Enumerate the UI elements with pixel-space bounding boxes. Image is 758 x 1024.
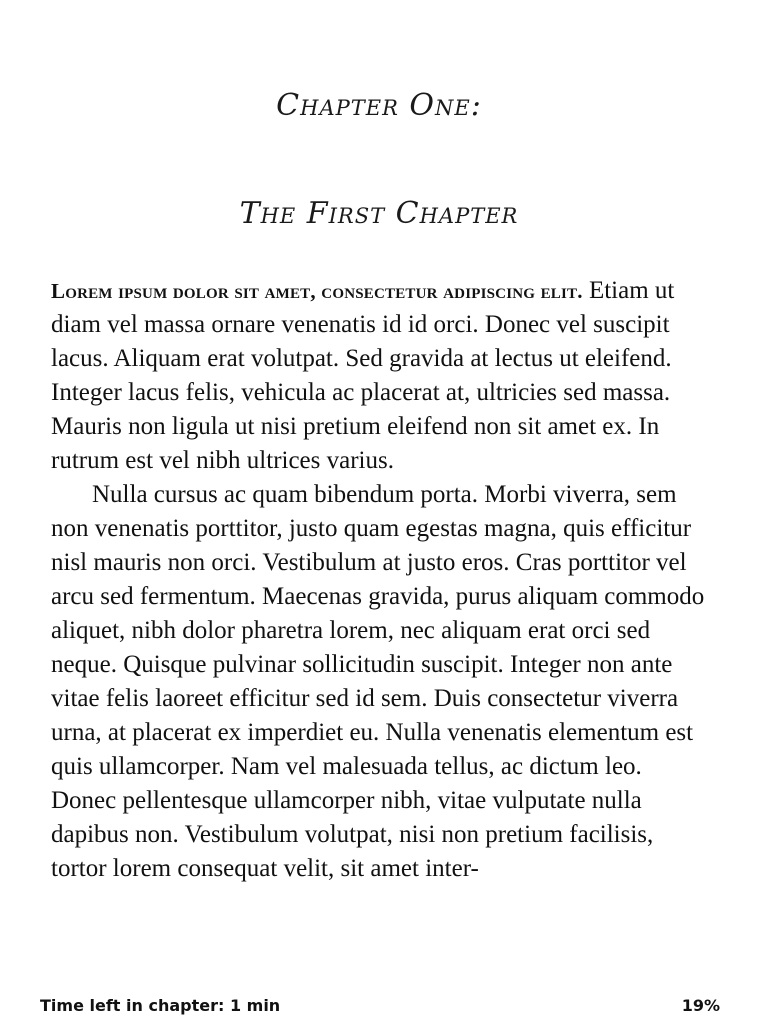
- paragraph-first: [51, 274, 711, 478]
- chapter-title: The First Chapter: [239, 196, 519, 231]
- lead-in-text: Lorem ipsum dolor sit amet, consectetur adipiscing elit.: [51, 279, 583, 303]
- chapter-label: Chapter One:: [276, 88, 482, 123]
- paragraph-first-text: Etiam ut diam vel massa ornare venenatis id id orci. Donec vel suscipit lacus. Aliquam erat volutpat. Sed gravida at lectus ut eleifend. Integer lacus felis, vehicula ac placerat at, ultricies sed massa. Mauris non ligula ut nisi pretium eleifend non sit amet ex. In rutrum est vel nibh ultrices varius.: [51, 277, 675, 474]
- progress-percent[interactable]: 19%: [681, 995, 720, 1015]
- chapter-body: [51, 274, 711, 886]
- reading-progress-footer[interactable]: [40, 993, 720, 1017]
- paragraph-second: Nulla cursus ac quam bibendum porta. Morbi viverra, sem non venenatis porttitor, justo quam egestas magna, quis efficitur nisl mauris non orci. Vestibulum at justo eros. Cras porttitor vel arcu sed fermentum. Maecenas gravida, purus aliquam commodo aliquet, nibh dolor pharetra lorem, nec aliquam erat orci sed neque. Quisque pulvinar sollicitudin suscipit. Integer non ante vitae felis laoreet efficitur sed id sem. Duis consectetur viverra urna, at placerat ex imperdiet eu. Nulla venenatis elementum est quis ullamcorper. Nam vel malesuada tellus, ac dictum leo. Donec pellentesque ullamcorper nibh, vitae vulputate nulla dapibus non. Vestibulum volutpat, nisi non pretium facilisis, tortor lorem consequat velit, sit amet inter-: [51, 481, 705, 882]
- time-left-label[interactable]: Time left in chapter: 1 min: [40, 995, 281, 1015]
